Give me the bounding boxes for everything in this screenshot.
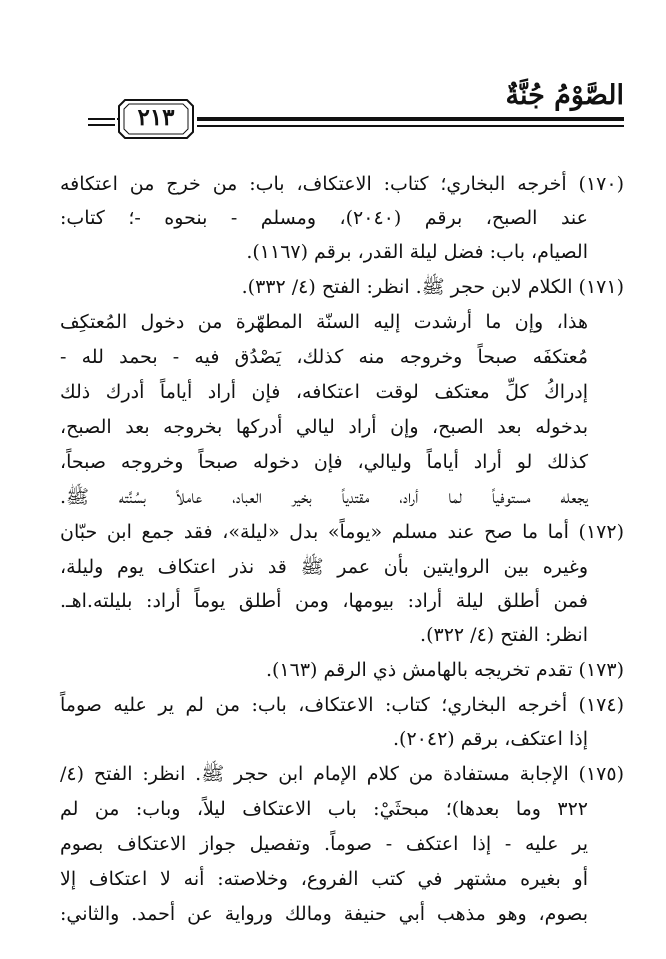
footnote-line: إذا اعتكف، برقم (٢٠٤٢). [393, 728, 588, 750]
footnote-line: بدخوله بعد الصبح، وإن أراد ليالي أدركها بخروجه بعد الصبح، [60, 416, 588, 438]
footnote-line: (١٧٤) أخرجه البخاري؛ كتاب: الاعتكاف، باب: من لم ير عليه صوماً [60, 694, 624, 716]
footnote-line: ٣٢٢ وما بعدها)؛ مبحثَيْ: باب الاعتكاف ليلاً، وباب: من لم [60, 798, 588, 820]
footnote-line: كذلك لو أراد أياماً وليالي، فإن دخوله صبحاً وخروجه صبحاً، [60, 451, 588, 473]
footnote-line: هذا، وإن ما أرشدت إليه السنّة المطهّرة من دخول المُعتكِف [60, 311, 588, 333]
page-number-frame [117, 98, 195, 140]
header-rule-left-top [88, 118, 115, 120]
footnote-line: ير عليه - إذا اعتكف - صوماً. وتفصيل جواز الاعتكاف بصوم [60, 833, 588, 855]
footnotes-body [60, 167, 624, 947]
footnote-line: (١٧٠) أخرجه البخاري؛ كتاب: الاعتكاف، باب: من خرج من اعتكافه [60, 173, 624, 195]
header-rule-left-bottom [88, 124, 115, 126]
footnote-line: وغيره بين الروايتين بأن عمر ﷺ قد نذر اعتكاف يوم وليلة، [60, 556, 588, 578]
footnote-line: الصيام، باب: فضل ليلة القدر، برقم (١١٦٧). [246, 241, 588, 263]
footnote-line: أو بغيره مشتهر في كتب الفروع، وخلاصته: أنه لا اعتكاف إلا [60, 868, 588, 890]
footnote-line: فمن أطلق ليلة أراد: بيومها، ومن أطلق يوماً أراد: بليلته.اهـ. [60, 590, 588, 612]
header-rule-right-thick [197, 117, 624, 121]
footnote-line: بصوم، وهو مذهب أبي حنيفة ومالك ورواية عن أحمد. والثاني: [60, 903, 588, 925]
page-number: ٢١٣ [137, 104, 175, 131]
footnote-line: عند الصبح، برقم (٢٠٤٠)، ومسلم - بنحوه -؛ كتاب: [60, 207, 588, 229]
book-title: الصَّوْمُ جُنَّةٌ [505, 80, 624, 111]
footnote-line: (١٧٢) أما ما صح عند مسلم «يوماً» بدل «ليلة»، فقد جمع ابن حبّان [60, 521, 624, 543]
footnote-line: مُعتكفَه صبحاً وخروجه منه كذلك، يَصْدُق فيه - بحمد لله - [60, 346, 588, 368]
page-header [0, 0, 666, 150]
header-rule-right-thin [197, 125, 624, 127]
footnote-line: يجعله مستوفياً لما أراد، مقتدياً بخير العباد، عاملاً بسُنَّته ﷺ. [60, 486, 588, 508]
footnote-line: (١٧٣) تقدم تخريجه بالهامش ذي الرقم (١٦٣). [265, 659, 624, 681]
footnote-line: انظر: الفتح (٤/ ٣٢٢). [420, 624, 588, 646]
footnote-line: (١٧٥) الإجابة مستفادة من كلام الإمام ابن حجر ﷺ. انظر: الفتح (٤/ [60, 763, 624, 785]
footnote-line: إدراكُ كلِّ معتكف لوقت اعتكافه، فإن أراد أياماً أدرك ذلك [60, 381, 588, 403]
footnote-line: (١٧١) الكلام لابن حجر ﷺ. انظر: الفتح (٤/ ٣٣٢). [241, 276, 624, 298]
